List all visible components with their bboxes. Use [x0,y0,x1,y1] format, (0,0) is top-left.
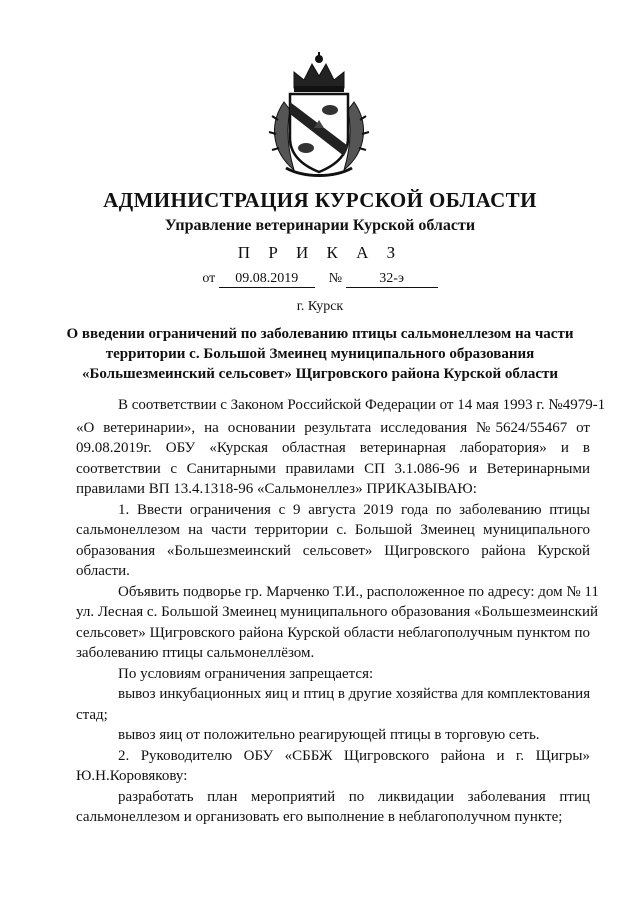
body-line: области. [76,563,130,579]
body-line: 09.08.2019г. ОБУ «Курская областная ветеринарная лаборатория» и в [76,440,590,456]
body-line: ул. Лесная с. Большой Змеинец муниципального образования «Большезмеинский [76,604,599,620]
body-line: соответствии с Санитарными правилами СП 3.1.086-96 и Ветеринарными [76,461,590,477]
body-line: разработать план мероприятий по ликвидации заболевания птиц [118,789,590,805]
body-line: Объявить подворье гр. Марченко Т.И., расположенное по адресу: дом № 11 [118,584,599,600]
body-line: вывоз яиц от положительно реагирующей птицы в торговую сеть. [118,727,540,743]
city-line: г. Курск [296,299,344,314]
body-line: По условиям ограничения запрещается: [118,666,374,682]
coat-of-arms-emblem [264,50,374,180]
order-title [60,324,580,384]
body-line: сальмонеллезом и организовать его выполнение в неблагополучном пункте; [76,809,563,825]
body-line: образования «Большезмеинский сельсовет» Щигровского района Курской [76,543,590,559]
department-name: Управление ветеринарии Курской области [164,217,476,234]
body-line: 1. Ввести ограничения с 9 августа 2019 года по заболеванию птицы [118,502,590,518]
number-prefix: № [328,271,343,286]
title-line: «Большезмеинский сельсовет» Щигровского района Курской области [81,366,559,382]
title-line: территории с. Большой Змеинец муниципального образования [105,346,535,362]
body-line: вывоз инкубационных яиц и птиц в другие хозяйства для комплектования [118,686,591,702]
title-line: О введении ограничений по заболеванию птицы сальмонеллезом на части [66,326,574,342]
body-line: заболеванию птицы сальмонеллёзом. [76,645,315,661]
date-prefix: от [202,271,216,286]
body-line: стад; [76,707,108,723]
body-line: «О ветеринарии», на основании результата исследования №5624/55467 от [76,420,590,436]
body-line: сальмонеллезом на части территории с. Большой Змеинец муниципального [76,522,590,538]
body-line: правилами ВП 13.4.1318-96 «Сальмонеллез» ПРИКАЗЫВАЮ: [76,481,477,497]
agency-name: АДМИНИСТРАЦИЯ КУРСКОЙ ОБЛАСТИ [103,188,537,212]
body-line: сельсовет» Щигровского района Курской области неблагополучным пунктом по [76,625,590,641]
order-number: 32-э [346,271,438,288]
date-number-line [0,271,640,288]
order-date: 09.08.2019 [219,271,315,288]
body-line: Ю.Н.Коровякову: [76,768,188,784]
body-line: 2. Руководителю ОБУ «СББЖ Щигровского района и г. Щигры» [118,748,590,764]
document-type: П Р И К А З [237,243,403,262]
body-line: В соответствии с Законом Российской Федерации от 14 мая 1993 г. №4979-1 [118,397,606,413]
